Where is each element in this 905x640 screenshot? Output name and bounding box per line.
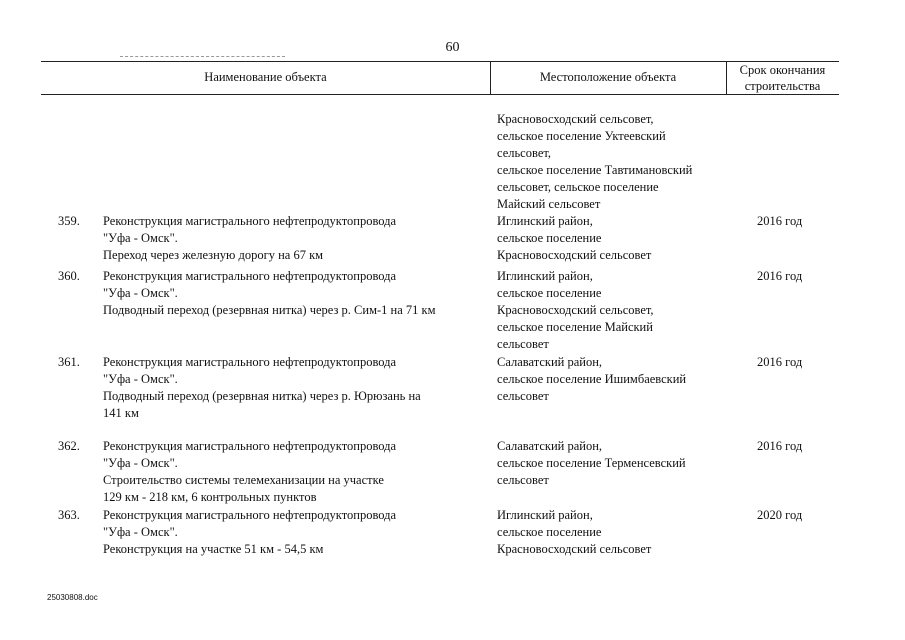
name-line: Переход через железную дорогу на 67 км bbox=[103, 248, 324, 262]
row-location bbox=[497, 354, 727, 405]
row-location bbox=[497, 268, 727, 353]
location-line: Иглинский район, bbox=[497, 508, 593, 522]
header-name: Наименование объекта bbox=[204, 70, 327, 84]
name-line: "Уфа - Омск". bbox=[103, 456, 178, 470]
name-line: Реконструкция магистрального нефтепродуктопровода bbox=[103, 269, 397, 283]
name-line: Подводный переход (резервная нитка) через р. Сим-1 на 71 км bbox=[103, 303, 436, 317]
name-line: Реконструкция магистрального нефтепродуктопровода bbox=[103, 214, 397, 228]
row-name bbox=[103, 438, 483, 506]
row-name bbox=[103, 507, 483, 558]
location-line: сельсовет bbox=[497, 389, 549, 403]
location-line: Красновосходский сельсовет bbox=[497, 248, 652, 262]
row-location bbox=[497, 438, 727, 489]
location-line: сельское поселение bbox=[497, 286, 602, 300]
location-line: Иглинский район, bbox=[497, 269, 593, 283]
location-line: сельское поселение Тавтимановский bbox=[497, 163, 693, 177]
row-number: 361. bbox=[58, 355, 80, 369]
location-line: Салаватский район, bbox=[497, 439, 603, 453]
row-term: 2016 год bbox=[757, 355, 803, 369]
location-line: Красновосходский сельсовет, bbox=[497, 303, 654, 317]
location-line: Майский сельсовет bbox=[497, 197, 601, 211]
name-line: Реконструкция магистрального нефтепродуктопровода bbox=[103, 508, 397, 522]
row-term: 2016 год bbox=[757, 269, 803, 283]
location-line: сельсовет, сельское поселение bbox=[497, 180, 659, 194]
footer-filename: 25030808.doc bbox=[47, 593, 98, 602]
location-line: Салаватский район, bbox=[497, 355, 603, 369]
name-line: Реконструкция магистрального нефтепродуктопровода bbox=[103, 355, 397, 369]
name-line: 141 км bbox=[103, 406, 139, 420]
name-line: Строительство системы телемеханизации на участке bbox=[103, 473, 384, 487]
location-line: сельское поселение Уктеевский bbox=[497, 129, 666, 143]
name-line: Подводный переход (резервная нитка) через р. Юрюзань на bbox=[103, 389, 421, 403]
header-top-rule bbox=[41, 61, 839, 62]
ghost-rule bbox=[120, 56, 285, 57]
continued-location bbox=[497, 111, 692, 213]
location-line: Красновосходский сельсовет bbox=[497, 542, 652, 556]
header-bottom-rule bbox=[41, 94, 839, 95]
header-term-line: строительства bbox=[744, 79, 821, 93]
row-name bbox=[103, 268, 483, 319]
name-line: "Уфа - Омск". bbox=[103, 372, 178, 386]
page-number: 60 bbox=[445, 40, 460, 55]
row-number: 362. bbox=[58, 439, 80, 453]
row-location bbox=[497, 507, 727, 558]
location-line: сельское поселение Терменсевский bbox=[497, 456, 686, 470]
location-line: Красновосходский сельсовет, bbox=[497, 112, 654, 126]
header-term bbox=[726, 62, 839, 94]
row-location bbox=[497, 213, 727, 264]
row-term: 2016 год bbox=[757, 439, 803, 453]
name-line: "Уфа - Омск". bbox=[103, 231, 178, 245]
location-line: сельское поселение Майский bbox=[497, 320, 653, 334]
location-line: сельсовет bbox=[497, 473, 549, 487]
location-line: сельское поселение bbox=[497, 525, 602, 539]
name-line: "Уфа - Омск". bbox=[103, 525, 178, 539]
location-line: сельсовет, bbox=[497, 146, 552, 160]
row-number: 360. bbox=[58, 269, 80, 283]
name-line: Реконструкция магистрального нефтепродуктопровода bbox=[103, 439, 397, 453]
row-number: 363. bbox=[58, 508, 80, 522]
header-location: Местоположение объекта bbox=[539, 70, 677, 84]
row-term: 2016 год bbox=[757, 214, 803, 228]
header-term-line: Срок окончания bbox=[739, 63, 826, 77]
location-line: сельское поселение bbox=[497, 231, 602, 245]
row-term: 2020 год bbox=[757, 508, 803, 522]
location-line: сельсовет bbox=[497, 337, 549, 351]
name-line: 129 км - 218 км, 6 контрольных пунктов bbox=[103, 490, 317, 504]
row-name bbox=[103, 354, 483, 422]
location-line: Иглинский район, bbox=[497, 214, 593, 228]
row-name bbox=[103, 213, 483, 264]
name-line: Реконструкция на участке 51 км - 54,5 км bbox=[103, 542, 324, 556]
row-number: 359. bbox=[58, 214, 80, 228]
location-line: сельское поселение Ишимбаевский bbox=[497, 372, 687, 386]
name-line: "Уфа - Омск". bbox=[103, 286, 178, 300]
